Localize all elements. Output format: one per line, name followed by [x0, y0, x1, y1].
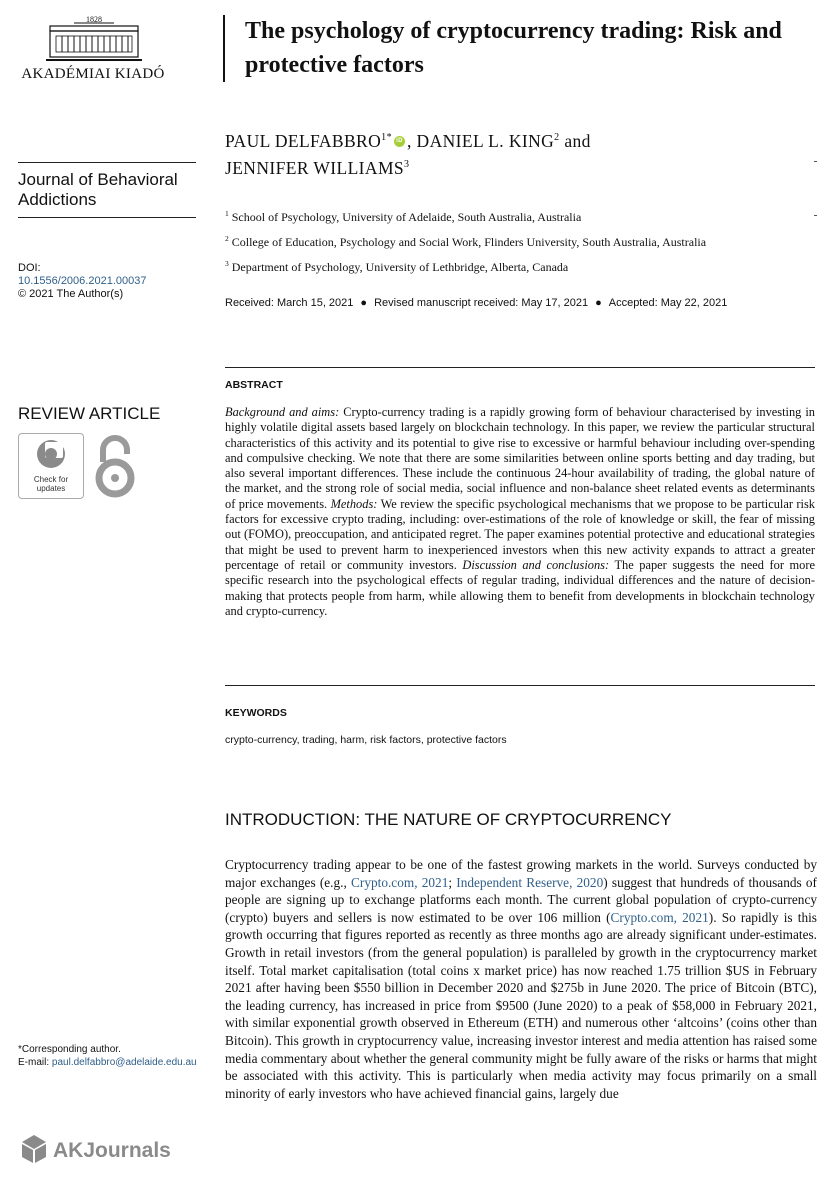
- affiliation: $^2$ College of Education, Psychology and Social Work, Flinders University, South Australia, Australia: [225, 234, 707, 249]
- article-type: REVIEW ARTICLE: [18, 404, 161, 423]
- doi-link[interactable]: 10.1556/2006.2021.00037: [18, 275, 147, 287]
- corresponding-label: *Corresponding author.: [18, 1044, 121, 1055]
- publisher-year: 1828: [86, 15, 102, 24]
- citation-link[interactable]: Crypto.com, 2021: [610, 909, 709, 925]
- introduction-heading: INTRODUCTION: THE NATURE OF CRYPTOCURRENCY: [225, 810, 672, 829]
- author-name: JENNIFER WILLIAMS: [225, 157, 405, 178]
- copyright: © 2021 The Author(s): [18, 288, 124, 300]
- check-for-updates-badge[interactable]: [18, 433, 84, 499]
- article-title: The psychology of cryptocurrency trading: Risk and protective factors: [245, 18, 782, 78]
- divider: [18, 217, 196, 218]
- email-line: E-mail: paul.delfabbro@adelaide.edu.au: [18, 1057, 197, 1068]
- divider: [18, 162, 196, 163]
- keywords-list: crypto-currency, trading, harm, risk factors, protective factors: [225, 734, 507, 746]
- journal-name: Journal of Behavioral Addictions: [18, 170, 178, 209]
- doi-block: [18, 262, 146, 301]
- affiliation: $^1$ School of Psychology, University of Adelaide, South Australia, Australia: [225, 209, 582, 224]
- affiliation: $^3$ Department of Psychology, University of Lethbridge, Alberta, Canada: [225, 259, 569, 274]
- publisher-name: AKADÉMIAI KIADÓ: [21, 66, 165, 82]
- check-updates-label: Check for updates: [33, 475, 69, 493]
- corresponding-author: [18, 1043, 198, 1069]
- akjournals-logo: [18, 1130, 193, 1166]
- akjournals-wordmark: AKJournals: [53, 1139, 171, 1162]
- check-updates-icon: [19, 434, 83, 474]
- orcid-icon[interactable]: iD: [394, 136, 405, 147]
- title-bar: [223, 15, 225, 82]
- citation-link[interactable]: Independent Reserve, 2020: [456, 874, 604, 890]
- received-date: Received: March 15, 2021: [225, 297, 354, 309]
- article-dates: Received: March 15, 2021 ● Revised manuscript received: May 17, 2021 ● Accepted: May 22, 2021: [225, 297, 728, 309]
- revised-date: Revised manuscript received: May 17, 2021: [374, 297, 589, 309]
- author-list: PAUL $DELFABBRO^{1*}$ iD , DANIEL L. KING$^2$ and JENNIFER WILLIAMS$^3$: [225, 130, 591, 178]
- keywords-heading: KEYWORDS: [225, 707, 287, 719]
- divider: [225, 367, 815, 368]
- author-name: PAUL DELFABBRO: [225, 130, 382, 151]
- divider: [225, 685, 815, 686]
- accepted-date: Accepted: May 22, 2021: [608, 297, 728, 309]
- doi-label: DOI:: [18, 262, 41, 274]
- corresponding-email-link[interactable]: paul.delfabbro@adelaide.edu.au: [51, 1057, 197, 1068]
- open-access-icon: [94, 432, 136, 498]
- publisher-building-logo: [44, 14, 144, 62]
- introduction-body: Cryptocurrency trading appear to be one of the fastest growing markets in the world. Surveys conducted by major exchanges (e.g., Crypto.com, 2021; Independent Reserve, 2020) suggest that hundreds of thousands of people are signing up to exchange platforms each month. The current global population of crypto-currency (crypto) buyers and sellers is now estimated to be over 106 million (Crypto.com, 2021). So rapidly is this growth occurring that figures reported as recently as three months ago are already significant under-estimates. Growth in retail investors (from the general population) is paralleled by growth in the cryptocurrency market itself. Total market capitalisation (total coins x market price) has now reached 1.75 trillion $US in February 2021 after having been $550 billion in December 2020 and $275b in June 2020. The price of Bitcoin (BTC), the leading currency, has increased in price from $9500 (June 2020) to a peak of $58,000 in February 2021, with similar exponential growth observed in Ethereum (ETH) and numerous other ‘altcoins’ (coins other than Bitcoin). This growth in cryptocurrency value, increasing investor interest and media attention has raised some media commentary about whether the general community might be fully aware of the risks or harms that might be associated with this activity. This is particularly when media activity may focus primarily on a small minority of early investors who have achieved financial gains, largely due: [225, 857, 817, 1101]
- abstract-body: Background and aims: Crypto-currency trading is a rapidly growing form of behaviour characterised by investing in highly volatile digital assets based largely on blockchain technology. In this paper, we review the particular structural characteristics of this activity and its potential to give rise to excessive or harmful behaviour including over-spending and compulsive checking. We note that there are some similarities between online sports betting and day trading, but also several important differences. These include the continuous 24-hour availability of trading, the global nature of the market, and the strong role of social media, social influence and non-balance sheet related events as determinants of price movements. Methods: We review the specific psychological mechanisms that we propose to be particular risk factors for excessive crypto trading, including: over-estimations of the role of knowledge or skill, the fear of missing out (FOMO), preoccupation, and anticipated regret. The paper examines potential protective and educational strategies that might be used to prevent harm to inexperienced investors when this new activity expands to attract a greater percentage of retail or community investors. Discussion and conclusions: The paper suggests the need for more specific research into the psychological effects of regular trading, individual differences and the nature of decision-making that protects people from harm, while allowing them to benefit from developments in blockchain technology and crypto-currency.: [225, 405, 816, 618]
- citation-link[interactable]: Crypto.com, 2021: [351, 874, 449, 890]
- author-name: , DANIEL L. KING: [406, 130, 555, 151]
- abstract-heading: ABSTRACT: [225, 379, 283, 391]
- margin-mark: [814, 215, 817, 216]
- margin-mark: [814, 161, 817, 162]
